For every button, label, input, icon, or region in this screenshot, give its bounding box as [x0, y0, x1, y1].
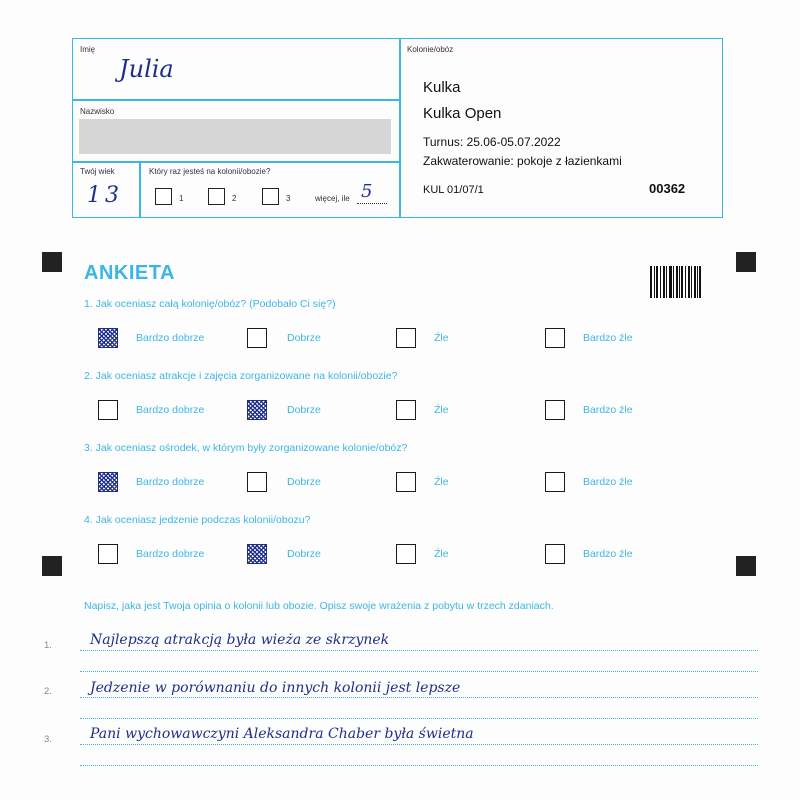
q4-checkbox-option-2[interactable]	[247, 544, 267, 564]
q4-checkbox-option-3[interactable]	[396, 544, 416, 564]
q1-checkbox-option-1[interactable]	[98, 328, 118, 348]
q1-checkbox-option-3[interactable]	[396, 328, 416, 348]
q4-option-label-1: Bardzo dobrze	[136, 548, 205, 560]
first-name-value[interactable]: Julia	[119, 55, 174, 83]
times-checkbox-1[interactable]	[155, 188, 172, 205]
q3-checkbox-option-4[interactable]	[545, 472, 565, 492]
answer-line-3[interactable]: Pani wychowawczyni Aleksandra Chaber była świetna	[90, 726, 474, 742]
q3-option-label-3: Źle	[434, 476, 449, 488]
q1-checkbox-option-2[interactable]	[247, 328, 267, 348]
answer-dotted-line	[80, 718, 758, 719]
q1-option-label-3: Źle	[434, 332, 449, 344]
q2-checkbox-option-1[interactable]	[98, 400, 118, 420]
q1-option-label-1: Bardzo dobrze	[136, 332, 205, 344]
question-4: 4. Jak oceniasz jedzenie podczas kolonii/obozu?	[84, 514, 311, 526]
registration-mark-bottom-left	[42, 556, 62, 576]
turnus-text: Turnus: 25.06-05.07.2022	[423, 135, 561, 149]
barcode-image	[650, 266, 708, 298]
age-value[interactable]: 13	[87, 183, 123, 208]
q3-option-label-4: Bardzo źle	[583, 476, 633, 488]
answer-dotted-line	[80, 650, 758, 651]
camp-name: Kulka	[423, 79, 461, 96]
question-2: 2. Jak oceniasz atrakcje i zajęcia zorganizowane na kolonii/obozie?	[84, 370, 398, 382]
q1-option-label-2: Dobrze	[287, 332, 321, 344]
answer-dotted-line	[80, 765, 758, 766]
times-label: Który raz jesteś na kolonii/obozie?	[149, 167, 271, 176]
q4-option-label-4: Bardzo źle	[583, 548, 633, 560]
surname-label: Nazwisko	[80, 107, 115, 116]
times-option-2: 2	[232, 194, 237, 203]
q1-checkbox-option-4[interactable]	[545, 328, 565, 348]
answer-dotted-line	[80, 697, 758, 698]
line-number-1: 1.	[44, 640, 52, 651]
q2-option-label-4: Bardzo źle	[583, 404, 633, 416]
registration-mark-top-right	[736, 252, 756, 272]
survey-title: ANKIETA	[84, 262, 175, 284]
answer-line-1[interactable]: Najlepszą atrakcją była wieża ze skrzynek	[90, 632, 390, 648]
times-checkbox-3[interactable]	[262, 188, 279, 205]
q2-option-label-3: Źle	[434, 404, 449, 416]
participant-info-box	[72, 38, 723, 218]
q3-option-label-2: Dobrze	[287, 476, 321, 488]
times-option-3: 3	[286, 194, 291, 203]
age-label: Twój wiek	[80, 167, 115, 176]
registration-mark-top-left	[42, 252, 62, 272]
q2-checkbox-option-3[interactable]	[396, 400, 416, 420]
q3-option-label-1: Bardzo dobrze	[136, 476, 205, 488]
question-1: 1. Jak oceniasz całą kolonię/obóz? (Podobało Ci się?)	[84, 298, 336, 310]
q3-checkbox-option-1[interactable]	[98, 472, 118, 492]
question-3: 3. Jak oceniasz ośrodek, w którym były zorganizowane kolonie/obóz?	[84, 442, 408, 454]
more-value[interactable]: 5	[361, 181, 373, 202]
times-option-1: 1	[179, 194, 184, 203]
q2-option-label-1: Bardzo dobrze	[136, 404, 205, 416]
times-checkbox-2[interactable]	[208, 188, 225, 205]
q2-checkbox-option-2[interactable]	[247, 400, 267, 420]
q3-checkbox-option-3[interactable]	[396, 472, 416, 492]
q2-option-label-2: Dobrze	[287, 404, 321, 416]
form-number: 00362	[649, 181, 686, 196]
q4-checkbox-option-1[interactable]	[98, 544, 118, 564]
accommodation-text: Zakwaterowanie: pokoje z łazienkami	[423, 154, 622, 168]
opinion-instruction: Napisz, jaka jest Twoja opinia o kolonii lub obozie. Opisz swoje wrażenia z pobytu w trzech zdaniach.	[84, 600, 554, 612]
q2-checkbox-option-4[interactable]	[545, 400, 565, 420]
line-number-3: 3.	[44, 734, 52, 745]
q4-option-label-3: Źle	[434, 548, 449, 560]
answer-line-2[interactable]: Jedzenie w porównaniu do innych kolonii jest lepsze	[90, 680, 461, 696]
q4-option-label-2: Dobrze	[287, 548, 321, 560]
more-underline	[357, 203, 387, 204]
more-label: więcej, ile	[315, 194, 350, 203]
camp-label: Kolonie/obóz	[407, 45, 454, 54]
q1-option-label-4: Bardzo źle	[583, 332, 633, 344]
registration-mark-bottom-right	[736, 556, 756, 576]
answer-dotted-line	[80, 671, 758, 672]
first-name-label: Imię	[80, 45, 96, 54]
q4-checkbox-option-4[interactable]	[545, 544, 565, 564]
surname-redacted-field[interactable]	[79, 119, 391, 154]
camp-subname: Kulka Open	[423, 105, 502, 122]
q3-checkbox-option-2[interactable]	[247, 472, 267, 492]
answer-dotted-line	[80, 744, 758, 745]
camp-code: KUL 01/07/1	[423, 184, 484, 196]
line-number-2: 2.	[44, 686, 52, 697]
